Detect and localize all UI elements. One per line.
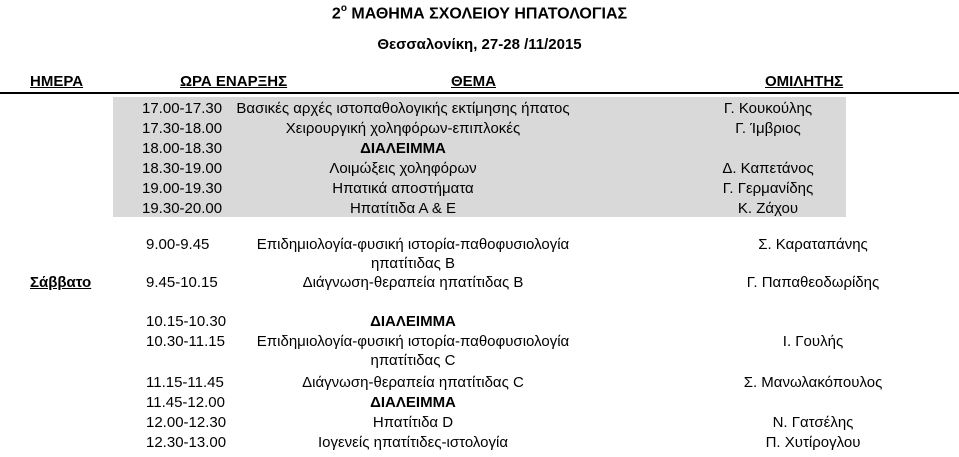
row-speaker: Κ. Ζάχου xyxy=(737,200,799,217)
page-title xyxy=(0,0,959,24)
table-row xyxy=(113,139,846,159)
table-row xyxy=(113,159,846,179)
row-time: 11.45-12.00 xyxy=(146,394,225,411)
row-time: 19.00-19.30 xyxy=(142,180,223,197)
row-topic: Ηπατίτιδα Α & Ε xyxy=(349,200,457,217)
column-header-time: ΩΡΑ ΕΝΑΡΞΗΣ xyxy=(180,73,288,90)
day-label-saturday: Σάββατο xyxy=(30,274,92,291)
table-row xyxy=(113,119,846,139)
column-header-topic: ΘΕΜΑ xyxy=(451,73,496,90)
row-topic: Λοιμώξεις χοληφόρων xyxy=(329,160,477,177)
row-speaker: Ι. Γουλής xyxy=(782,333,844,350)
header-divider xyxy=(0,92,959,94)
row-speaker: Σ. Μανωλακόπουλος xyxy=(743,374,883,391)
title-text: ΜΑΘΗΜΑ ΣΧΟΛΕΙΟΥ ΗΠΑΤΟΛΟΓΙΑΣ xyxy=(351,5,628,23)
column-header-speaker: ΟΜΙΛΗΤΗΣ xyxy=(765,73,844,90)
row-topic: Χειρουργική χοληφόρων-επιπλοκές xyxy=(285,120,521,137)
row-speaker: Δ. Καπετάνος xyxy=(722,160,814,177)
column-header-day: ΗΜΕΡΑ xyxy=(30,73,84,90)
row-time: 11.15-11.45 xyxy=(146,374,224,391)
row-break: ΔΙΑΛΕΙΜΜΑ xyxy=(370,394,456,411)
row-topic: Επιδημιολογία-φυσική ιστορία-παθοφυσιολογία xyxy=(256,236,570,253)
title-ordinal: ο xyxy=(340,3,347,14)
row-time: 9.00-9.45 xyxy=(146,236,210,253)
row-time: 12.00-12.30 xyxy=(146,414,227,431)
row-time: 10.30-11.15 xyxy=(146,333,225,350)
table-row xyxy=(113,199,846,219)
row-break: ΔΙΑΛΕΙΜΜΑ xyxy=(360,140,446,157)
row-topic: Ηπατίτιδα D xyxy=(372,414,454,431)
row-time: 9.45-10.15 xyxy=(146,274,218,291)
row-time: 17.00-17.30 xyxy=(142,100,223,117)
row-topic-continuation: ηπατίτιδας Β xyxy=(370,255,456,272)
row-topic: Διάγνωση-θεραπεία ηπατίτιδας Β xyxy=(302,274,524,291)
row-time: 17.30-18.00 xyxy=(142,120,223,137)
row-topic: Ηπατικά αποστήματα xyxy=(332,180,474,197)
row-speaker: Π. Χυτίρογλου xyxy=(765,434,861,451)
row-speaker: Γ. Κουκούλης xyxy=(723,100,813,117)
row-topic: Διάγνωση-θεραπεία ηπατίτιδας C xyxy=(302,374,524,391)
row-speaker: Σ. Καραταπάνης xyxy=(758,236,868,253)
title-number: 2 xyxy=(331,5,341,23)
row-break: ΔΙΑΛΕΙΜΜΑ xyxy=(370,313,456,330)
row-time: 19.30-20.00 xyxy=(142,200,223,217)
row-speaker: Γ. Παπαθεοδωρίδης xyxy=(746,274,880,291)
row-time: 12.30-13.00 xyxy=(146,434,227,451)
row-time: 10.15-10.30 xyxy=(146,313,227,330)
row-speaker: Γ. Ίμβριος xyxy=(735,120,801,137)
page-subtitle: Θεσσαλονίκη, 27-28 /11/2015 xyxy=(377,36,582,53)
row-topic: Βασικές αρχές ιστοπαθολογικής εκτίμησης ήπατος xyxy=(236,100,570,117)
row-time: 18.00-18.30 xyxy=(142,140,223,157)
table-row xyxy=(113,99,846,119)
row-topic: Ιογενείς ηπατίτιδες-ιστολογία xyxy=(317,434,509,451)
row-topic: Επιδημιολογία-φυσική ιστορία-παθοφυσιολογία xyxy=(256,333,570,350)
row-speaker: Ν. Γατσέλης xyxy=(772,414,854,431)
row-speaker: Γ. Γερμανίδης xyxy=(722,180,814,197)
table-row xyxy=(113,179,846,199)
row-time: 18.30-19.00 xyxy=(142,160,223,177)
row-topic-continuation: ηπατίτιδας C xyxy=(370,352,456,369)
